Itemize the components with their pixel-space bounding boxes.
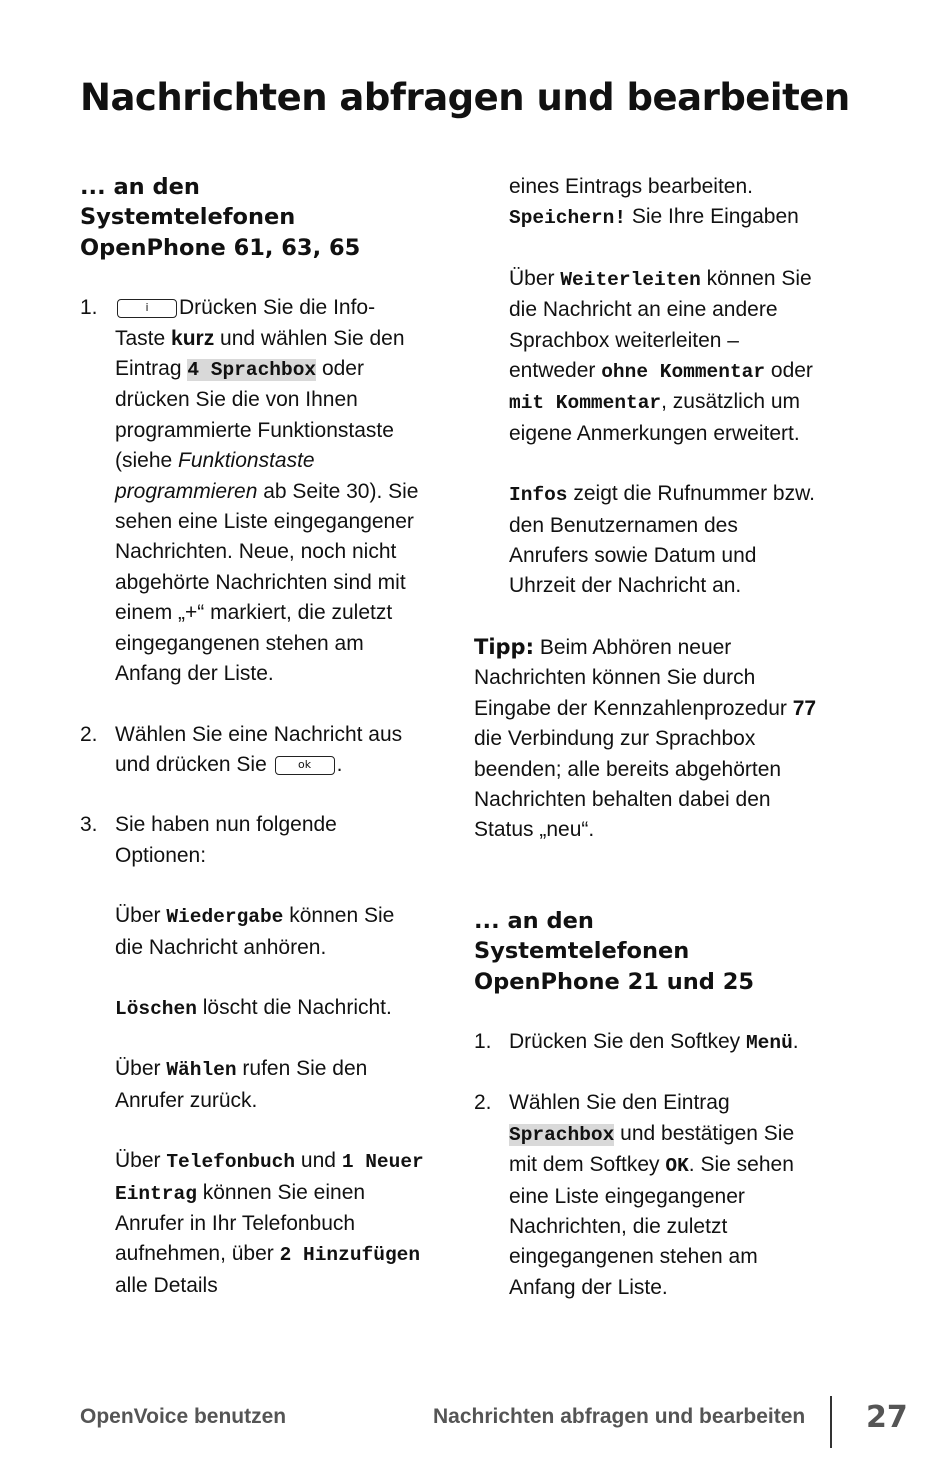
heading-line: Systemtelefonen — [474, 938, 690, 965]
step-item-1 — [474, 1027, 819, 1058]
option-text: Über — [509, 266, 561, 290]
step-text: Wählen Sie den Eintrag — [509, 1091, 730, 1115]
menu-code: Speichern! — [509, 207, 627, 230]
footer-section: Nachrichten abfragen und bearbeiten — [433, 1405, 806, 1428]
step-text: Sie haben nun folgende Optionen: — [115, 813, 337, 867]
option-text: Über — [115, 1057, 167, 1081]
page-title: Nachrichten abfragen und bearbeiten — [80, 76, 850, 119]
step-text: oder drücken Sie die von Ihnen programmierte Funktionstaste (siehe — [115, 357, 394, 473]
tip-text: Beim Abhören neuer Nachrichten können Sie durch Eingabe der Kennzahlenprozedur — [474, 635, 793, 720]
section-heading-openphone-61-63-65 — [80, 172, 425, 263]
option-text: können Sie die Nachricht an eine andere Sprachbox weiterleiten – entweder — [509, 266, 812, 383]
menu-code: OK — [665, 1155, 689, 1178]
heading-line: OpenPhone 61, 63, 65 — [80, 234, 361, 261]
menu-code: Telefonbuch — [166, 1151, 296, 1174]
menu-code: 4 Sprachbox — [187, 359, 317, 382]
menu-code: Sprachbox — [509, 1123, 615, 1146]
menu-code: 1 Neuer Eintrag — [115, 1151, 424, 1205]
menu-code: Infos — [509, 484, 568, 507]
heading-line: Systemtelefonen — [80, 204, 296, 231]
footer-chapter: OpenVoice benutzen — [80, 1405, 287, 1428]
ok-key-icon: ok — [275, 756, 335, 775]
option-text: zeigt die Rufnummer bzw. den Benutzernamen des Anrufers sowie Datum und Uhrzeit der Nachricht an. — [509, 482, 815, 598]
option-text: , zusätzlich um eigene Anmerkungen erweitert. — [509, 390, 801, 445]
menu-code: Wiedergabe — [166, 906, 284, 929]
option-speichern — [474, 172, 819, 234]
heading-line: OpenPhone 21 und 25 — [474, 968, 755, 995]
option-text: und — [295, 1149, 342, 1173]
option-weiterleiten — [474, 264, 819, 449]
step-number: 1. — [474, 1029, 492, 1053]
steps-list-right — [474, 1027, 819, 1303]
option-loeschen — [80, 993, 425, 1024]
section-heading-openphone-21-25 — [474, 906, 819, 997]
step-text: ab Seite 30). Sie sehen eine Liste eingegangener Nachrichten. Neue, noch nicht abgehörte Nachrichten sind mit einem „+“ markiert, die zuletzt eingegangenen stehen am Anfang der Liste. — [115, 479, 419, 686]
step-item-2 — [474, 1088, 819, 1303]
right-column — [474, 172, 819, 1333]
tip-box — [474, 632, 819, 846]
steps-list-left — [80, 293, 425, 871]
option-telefonbuch — [80, 1146, 425, 1301]
step-text: . Sie sehen eine Liste eingegangener Nachrichten, die zuletzt eingegangenen stehen am Anfang der Liste. — [509, 1153, 794, 1299]
option-text: eines Eintrags bearbeiten. — [509, 175, 753, 198]
step-number: 2. — [474, 1091, 492, 1115]
option-text: oder — [765, 359, 813, 383]
cross-reference: Funktionstaste programmieren — [115, 449, 315, 503]
menu-code: Wählen — [166, 1059, 237, 1082]
step-text: Drücken Sie die Info-Taste — [115, 296, 376, 350]
option-text: rufen Sie den Anrufer zurück. — [115, 1057, 368, 1112]
option-text: Über — [115, 1149, 167, 1173]
option-text: können Sie einen Anrufer in Ihr Telefonbuch aufnehmen, über — [115, 1180, 366, 1266]
option-waehlen — [80, 1054, 425, 1116]
emphasis-text: kurz — [171, 326, 215, 350]
option-text: Sie Ihre Eingaben — [626, 205, 799, 229]
option-text: können Sie die Nachricht anhören. — [115, 904, 395, 959]
step-text: . — [336, 752, 343, 776]
emphasis-text: 77 — [792, 696, 817, 720]
menu-code: ohne Kommentar — [601, 361, 766, 384]
step-item-2 — [80, 720, 425, 781]
footer-divider — [830, 1396, 832, 1448]
page-number: 27 — [866, 1400, 908, 1435]
menu-code: Löschen — [115, 997, 197, 1020]
option-text: löscht die Nachricht. — [196, 995, 392, 1019]
heading-line: ... an den — [474, 907, 594, 934]
step-item-1 — [80, 293, 425, 689]
menu-code: mit Kommentar — [509, 392, 662, 415]
menu-code: Menü — [745, 1031, 793, 1054]
step-text: und wählen Sie den Eintrag — [115, 326, 405, 381]
option-text: Über — [115, 904, 167, 928]
heading-line: ... an den — [80, 174, 200, 200]
menu-code: 2 Hinzufügen — [279, 1244, 421, 1267]
left-column — [80, 172, 425, 1331]
step-text: . — [792, 1029, 799, 1053]
tip-text: die Verbindung zur Sprachbox beenden; alle bereits abgehörten Nachrichten behalten dabei den Status „neu“. — [474, 727, 782, 842]
step-text: und bestätigen Sie mit dem Softkey — [509, 1121, 795, 1177]
option-text: alle Details — [115, 1273, 218, 1297]
step-text: Drücken Sie den Softkey — [509, 1029, 746, 1053]
info-key-icon: i — [117, 299, 177, 318]
tip-label: Tipp: — [474, 634, 534, 659]
step-number: 1. — [80, 296, 98, 320]
step-number: 2. — [80, 722, 98, 746]
step-item-3 — [80, 810, 425, 871]
step-text: Wählen Sie eine Nachricht aus und drücken Sie — [115, 722, 403, 776]
option-infos — [474, 479, 819, 602]
menu-code: Weiterleiten — [560, 268, 701, 291]
step-number: 3. — [80, 813, 98, 837]
option-wiedergabe — [80, 901, 425, 963]
